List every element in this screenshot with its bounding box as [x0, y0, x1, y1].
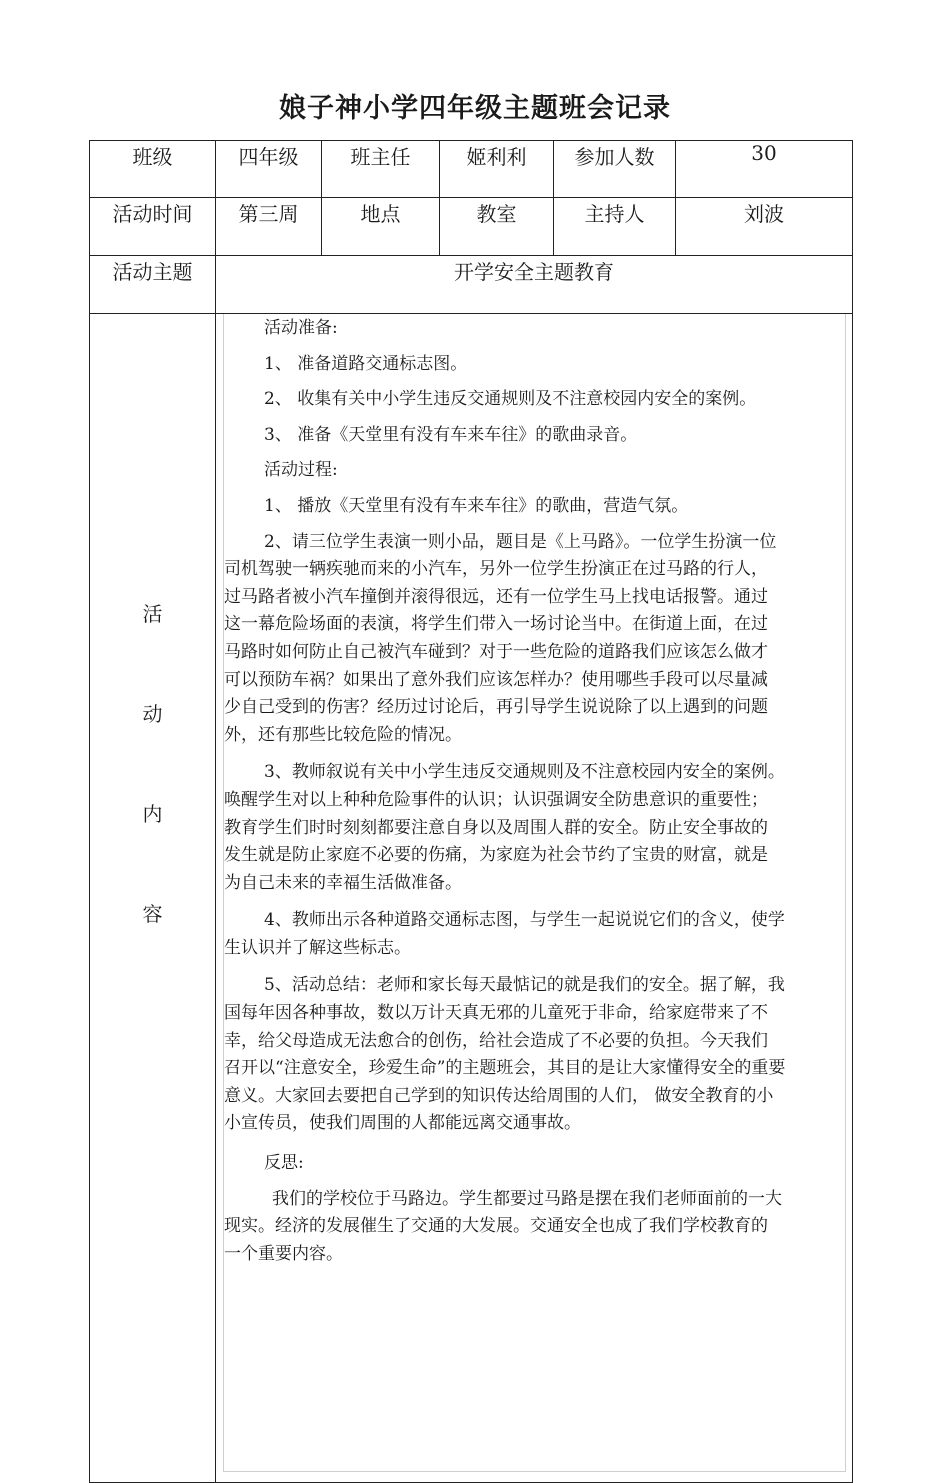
attendees-label: 参加人数: [554, 141, 676, 198]
text-line: 可以预防车祸？如果出了意外我们应该怎样办？使用哪些手段可以尽量减: [224, 669, 768, 690]
table-row: [90, 256, 853, 314]
text-line: 外，还有那些比较危险的情况。: [224, 724, 462, 745]
attendees-value: 30: [676, 141, 853, 198]
text-line: 意义。大家回去要把自己学到的知识传达给周围的人们， 做安全教育的小: [224, 1085, 774, 1106]
teacher-label: 班主任: [322, 141, 440, 198]
prep-heading: 活动准备:: [264, 318, 338, 338]
text-line: 少自己受到的伤害？经历过讨论后，再引导学生说说除了以上遇到的问题: [224, 697, 768, 718]
prep-item: 2、 收集有关中小学生违反交通规则及不注意校园内安全的案例。: [264, 389, 757, 410]
place-label: 地点: [322, 198, 440, 256]
table-row: [90, 198, 853, 256]
host-label: 主持人: [554, 198, 676, 256]
text-line: 教育学生们时时刻刻都要注意自身以及周围人群的安全。防止安全事故的: [224, 817, 768, 838]
content-label: [90, 314, 216, 1483]
activity-content: [224, 315, 849, 1268]
theme-value: 开学安全主题教育: [216, 256, 853, 314]
content-label-char: 内: [142, 802, 163, 826]
process-heading: 活动过程:: [264, 460, 338, 481]
text-line: 发生就是防止家庭不必要的伤痛，为家庭为社会节约了宝贵的财富，就是: [224, 845, 768, 866]
text-line: 生认识并了解这些标志。: [224, 937, 411, 958]
text-line: 3、教师叙说有关中小学生违反交通规则及不注意校园内安全的案例。: [264, 762, 785, 783]
text-line: 4、教师出示各种道路交通标志图，与学生一起说说它们的含义，使学: [264, 910, 785, 931]
text-line: 小宣传员，使我们周围的人都能远离交通事故。: [224, 1113, 581, 1134]
text-line: 国每年因各种事故，数以万计天真无邪的儿童死于非命，给家庭带来了不: [224, 1003, 768, 1024]
page-title: 娘子神小学四年级主题班会记录: [279, 93, 671, 124]
text-line: 一个重要内容。: [224, 1243, 343, 1264]
paragraph-3: [224, 759, 849, 897]
text-line: 2、请三位学生表演一则小品，题目是《上马路》。一位学生扮演一位: [264, 531, 777, 552]
process-item: 1、 播放《天堂里有没有车来车往》的歌曲，营造气氛。: [264, 495, 689, 516]
teacher-value: 姬利利: [440, 141, 554, 198]
text-line: 我们的学校位于马路边。学生都要过马路是摆在我们老师面前的一大: [272, 1188, 782, 1209]
class-label: 班级: [90, 141, 216, 198]
prep-item: 1、 准备道路交通标志图。: [264, 353, 468, 374]
time-label: 活动时间: [90, 198, 216, 256]
prep-item: 3、 准备《天堂里有没有车来车往》的歌曲录音。: [264, 424, 638, 445]
content-cell: [216, 314, 853, 1483]
reflection-paragraph: [224, 1186, 849, 1269]
class-value: 四年级: [216, 141, 322, 198]
content-label-char: 容: [142, 902, 163, 926]
paragraph-4: [224, 907, 849, 962]
paragraph-2: [224, 529, 849, 750]
record-table: [89, 140, 853, 1483]
text-line: 现实。经济的发展催生了交通的大发展。交通安全也成了我们学校教育的: [224, 1216, 768, 1237]
text-line: 为自己未来的幸福生活做准备。: [224, 872, 462, 893]
content-label-char: 动: [142, 702, 163, 726]
table-row: [90, 314, 853, 1483]
content-label-char: 活: [142, 602, 163, 626]
text-line: 这一幕危险场面的表演，将学生们带入一场讨论当中。在街道上面，在过: [224, 614, 768, 635]
text-line: 幸，给父母造成无法愈合的创伤，给社会造成了不必要的负担。今天我们: [224, 1030, 768, 1051]
place-value: 教室: [440, 198, 554, 256]
text-line: 马路时如何防止自己被汽车碰到？对于一些危险的道路我们应该怎么做才: [224, 641, 768, 662]
host-value: 刘波: [676, 198, 853, 256]
text-line: 过马路者被小汽车撞倒并滚得很远，还有一位学生马上找电话报警。通过: [224, 586, 768, 607]
time-value: 第三周: [216, 198, 322, 256]
text-line: 唤醒学生对以上种种危险事件的认识；认识强调安全防患意识的重要性；: [224, 789, 768, 810]
text-line: 召开以“注意安全，珍爱生命”的主题班会，其目的是让大家懂得安全的重要: [224, 1058, 786, 1079]
text-line: 5、活动总结：老师和家长每天最惦记的就是我们的安全。据了解，我: [264, 975, 785, 996]
theme-label: 活动主题: [90, 256, 216, 314]
reflection-heading: 反思:: [264, 1153, 304, 1174]
paragraph-5: [224, 972, 849, 1138]
text-line: 司机驾驶一辆疾驰而来的小汽车，另外一位学生扮演正在过马路的行人，: [224, 559, 768, 580]
table-row: [90, 141, 853, 198]
